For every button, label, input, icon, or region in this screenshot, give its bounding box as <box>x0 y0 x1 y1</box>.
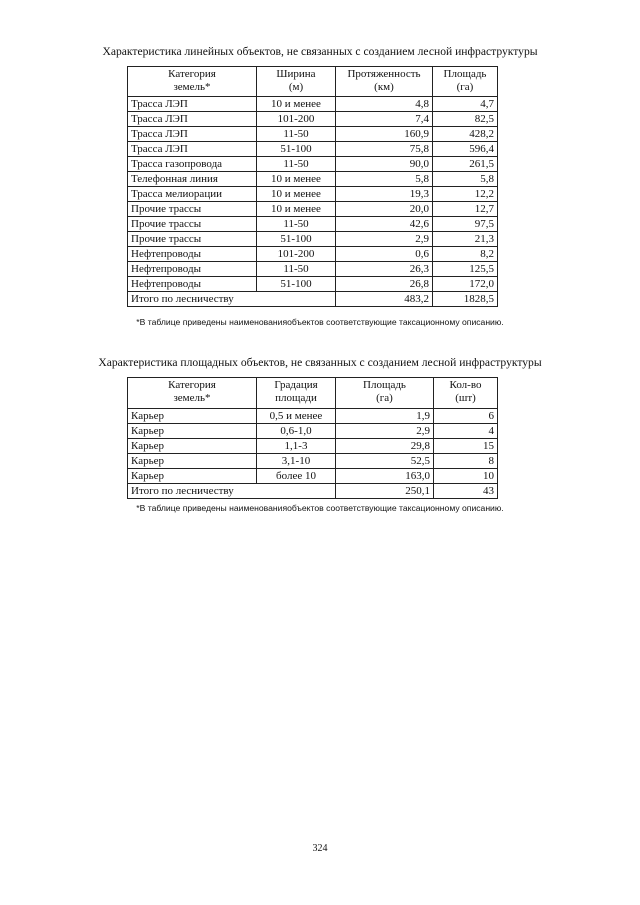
table-cell: 19,3 <box>336 187 433 202</box>
total-row <box>128 484 498 499</box>
table-cell: 10 и менее <box>257 97 336 112</box>
table-cell: 26,3 <box>336 262 433 277</box>
table-cell: 51-100 <box>257 142 336 157</box>
table-row <box>128 262 498 277</box>
table-row <box>128 127 498 142</box>
table-cell: 172,0 <box>433 277 498 292</box>
table-cell: 8,2 <box>433 247 498 262</box>
table-cell: 101-200 <box>257 247 336 262</box>
table-cell: 2,9 <box>336 424 434 439</box>
header-category: Категория земель* <box>128 378 257 409</box>
table-row <box>128 232 498 247</box>
table-header-row <box>128 67 498 97</box>
table-cell: 20,0 <box>336 202 433 217</box>
table-cell: 10 <box>434 469 498 484</box>
table-row <box>128 112 498 127</box>
header-gradation: Градация площади <box>257 378 336 409</box>
table-cell: 4,7 <box>433 97 498 112</box>
table-cell: 82,5 <box>433 112 498 127</box>
table-cell: 11-50 <box>257 127 336 142</box>
table-cell: 4,8 <box>336 97 433 112</box>
table-cell: 2,9 <box>336 232 433 247</box>
total-value: 483,2 <box>336 292 433 307</box>
table-cell: 160,9 <box>336 127 433 142</box>
table2-title: Характеристика площадных объектов, не связанных с созданием лесной инфраструктуры <box>98 356 542 369</box>
table-cell: 10 и менее <box>257 187 336 202</box>
table-cell: Нефтепроводы <box>128 262 257 277</box>
table-cell: 125,5 <box>433 262 498 277</box>
table-cell: 26,8 <box>336 277 433 292</box>
table-cell: 11-50 <box>257 217 336 232</box>
header-category: Категория земель* <box>128 67 257 97</box>
table-cell: Прочие трассы <box>128 202 257 217</box>
table-cell: 21,3 <box>433 232 498 247</box>
total-label: Итого по лесничеству <box>128 484 336 499</box>
header-width: Ширина (м) <box>257 67 336 97</box>
table-cell: 97,5 <box>433 217 498 232</box>
header-count: Кол-во (шт) <box>434 378 498 409</box>
table-row <box>128 424 498 439</box>
table-row <box>128 469 498 484</box>
table-row <box>128 247 498 262</box>
table-cell: Карьер <box>128 424 257 439</box>
table-cell: 596,4 <box>433 142 498 157</box>
table-cell: 11-50 <box>257 262 336 277</box>
table-cell: Карьер <box>128 454 257 469</box>
table-cell: 5,8 <box>433 172 498 187</box>
table-cell: 10 и менее <box>257 172 336 187</box>
table-cell: 90,0 <box>336 157 433 172</box>
table-row <box>128 409 498 424</box>
table-row <box>128 202 498 217</box>
table-cell: Нефтепроводы <box>128 277 257 292</box>
table-cell: 428,2 <box>433 127 498 142</box>
table2-footnote: *В таблице приведены наименованияобъектов соответствующие таксационному описанию. <box>136 503 504 513</box>
table-cell: 0,6 <box>336 247 433 262</box>
table-cell: Карьер <box>128 469 257 484</box>
total-row <box>128 292 498 307</box>
table-cell: 0,6-1,0 <box>257 424 336 439</box>
table-cell: Нефтепроводы <box>128 247 257 262</box>
table-cell: Трасса мелиорации <box>128 187 257 202</box>
header-area: Площадь (га) <box>336 378 434 409</box>
table-cell: 75,8 <box>336 142 433 157</box>
table-cell: Трасса ЛЭП <box>128 112 257 127</box>
table-cell: 1,1-3 <box>257 439 336 454</box>
table-row <box>128 454 498 469</box>
total-value: 43 <box>434 484 498 499</box>
total-value: 250,1 <box>336 484 434 499</box>
area-objects-table <box>127 377 498 499</box>
total-label: Итого по лесничеству <box>128 292 336 307</box>
table-cell: 11-50 <box>257 157 336 172</box>
table-cell: более 10 <box>257 469 336 484</box>
table-cell: Прочие трассы <box>128 217 257 232</box>
table-row <box>128 97 498 112</box>
table1-footnote: *В таблице приведены наименованияобъектов соответствующие таксационному описанию. <box>136 317 504 327</box>
table-cell: 8 <box>434 454 498 469</box>
table1-title: Характеристика линейных объектов, не связанных с созданием лесной инфраструктуры <box>102 45 538 58</box>
table-row <box>128 439 498 454</box>
table-row <box>128 142 498 157</box>
table-row <box>128 172 498 187</box>
table-cell: 1,9 <box>336 409 434 424</box>
table-cell: Трасса газопровода <box>128 157 257 172</box>
table-cell: Карьер <box>128 439 257 454</box>
table-cell: Прочие трассы <box>128 232 257 247</box>
table-cell: 4 <box>434 424 498 439</box>
table-cell: 10 и менее <box>257 202 336 217</box>
table-cell: 5,8 <box>336 172 433 187</box>
table-cell: Телефонная линия <box>128 172 257 187</box>
table-cell: Трасса ЛЭП <box>128 142 257 157</box>
table-cell: 15 <box>434 439 498 454</box>
table-cell: 3,1-10 <box>257 454 336 469</box>
table-header-row <box>128 378 498 409</box>
header-area: Площадь (га) <box>433 67 498 97</box>
table-cell: 51-100 <box>257 232 336 247</box>
table-cell: 42,6 <box>336 217 433 232</box>
table-row <box>128 277 498 292</box>
table-cell: 7,4 <box>336 112 433 127</box>
page-number: 324 <box>312 843 328 854</box>
table-cell: 52,5 <box>336 454 434 469</box>
table-cell: 0,5 и менее <box>257 409 336 424</box>
linear-objects-table <box>127 66 498 307</box>
header-length: Протяженность (км) <box>336 67 433 97</box>
table-cell: 51-100 <box>257 277 336 292</box>
table-cell: 12,2 <box>433 187 498 202</box>
table-cell: 6 <box>434 409 498 424</box>
table-cell: 12,7 <box>433 202 498 217</box>
table-row <box>128 157 498 172</box>
total-value: 1828,5 <box>433 292 498 307</box>
table-cell: 261,5 <box>433 157 498 172</box>
table-cell: Трасса ЛЭП <box>128 97 257 112</box>
table-cell: Карьер <box>128 409 257 424</box>
table-row <box>128 217 498 232</box>
table-cell: 101-200 <box>257 112 336 127</box>
table-cell: 29,8 <box>336 439 434 454</box>
table-cell: 163,0 <box>336 469 434 484</box>
table-row <box>128 187 498 202</box>
table-cell: Трасса ЛЭП <box>128 127 257 142</box>
